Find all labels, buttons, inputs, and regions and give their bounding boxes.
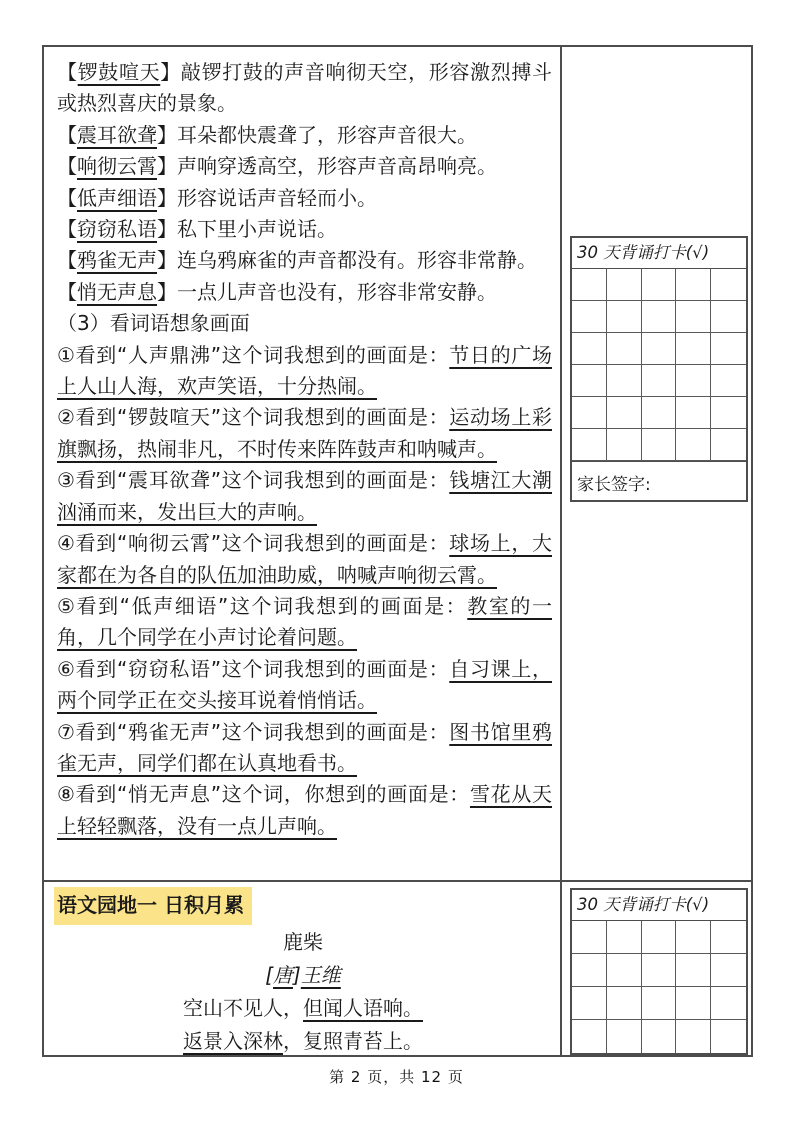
checkin-cell	[711, 269, 746, 301]
checkin-cell	[676, 333, 711, 365]
checkin-cell	[607, 921, 642, 954]
poem-line-2	[54, 1025, 552, 1055]
poem-section-cell	[44, 882, 562, 1055]
sidebar-bottom-cell	[562, 882, 751, 1055]
checkin-cell	[676, 954, 711, 987]
subsection-heading: （3）看词语想象画面	[57, 311, 250, 336]
idiom-definition: 耳朵都快震聋了，形容声音很大。	[177, 122, 477, 147]
imagination-item	[57, 591, 552, 654]
checkin-cell	[642, 921, 677, 954]
imagination-item	[57, 465, 552, 528]
checkin-cell	[711, 429, 746, 461]
checkin-cell	[642, 987, 677, 1020]
checkin-cell	[711, 397, 746, 429]
definition-entry	[57, 151, 552, 182]
poem-line1-underlined: 但闻人语响。	[303, 996, 423, 1020]
item-prompt: ②看到“锣鼓喧天”这个词我想到的画面是：	[57, 405, 450, 430]
checkin-cell	[572, 397, 607, 429]
checkin-cell	[676, 365, 711, 397]
item-answer: 运动场上彩旗飘扬，热闹非凡，不时传来阵阵鼓声和呐喊声。	[57, 405, 553, 461]
author-name: 王维	[300, 963, 341, 987]
checkin-cell	[711, 987, 746, 1020]
checkin-cell	[572, 301, 607, 333]
checkin-cell	[572, 429, 607, 461]
checkin-cell	[711, 301, 746, 333]
imagination-item	[57, 528, 552, 591]
item-answer: 钱塘江大潮汹涌而来，发出巨大的声响。	[57, 468, 553, 524]
checkin-cell	[676, 397, 711, 429]
checkin-cell	[607, 333, 642, 365]
sidebar-top-cell	[562, 47, 751, 882]
bracket-close: 】	[157, 279, 177, 304]
idiom-definition: 一点儿声音也没有，形容非常安静。	[177, 279, 497, 304]
checkin-grid	[572, 269, 746, 461]
checkin-cell	[642, 365, 677, 397]
checkin-cell	[572, 954, 607, 987]
bracket-close: 】	[157, 122, 177, 147]
author-bracket-open: [	[265, 963, 273, 987]
checkin-cell	[607, 429, 642, 461]
author-bracket-close: ]	[293, 963, 301, 987]
definition-entry	[57, 120, 552, 151]
item-answer: 图书馆里鸦雀无声，同学们都在认真地看书。	[57, 719, 553, 775]
item-answer: 节日的广场上人山人海，欢声笑语，十分热闹。	[57, 342, 553, 399]
author-dynasty: 唐	[273, 963, 293, 987]
idiom-definition: 声响穿透高空，形容声音高昂响亮。	[177, 154, 497, 179]
bracket-open: 【	[57, 60, 78, 84]
idiom-term: 鸦雀无声	[77, 248, 157, 273]
checkin-cell	[572, 921, 607, 954]
checkin-cell	[642, 429, 677, 461]
idiom-term: 锣鼓喧天	[77, 60, 161, 84]
imagination-item	[57, 654, 552, 717]
checkin-cell	[572, 987, 607, 1020]
item-prompt: ⑥看到“窃窃私语”这个词我想到的画面是：	[57, 656, 450, 681]
idiom-term: 响彻云霄	[77, 154, 157, 179]
definition-entry	[57, 183, 552, 214]
definition-entry	[57, 245, 552, 276]
bracket-open: 【	[57, 248, 77, 273]
item-prompt: ④看到“响彻云霄”这个词我想到的画面是：	[57, 531, 450, 556]
recitation-card-2	[570, 888, 748, 1055]
idiom-term: 窃窃私语	[77, 217, 157, 242]
idiom-definition: 形容说话声音轻而小。	[177, 185, 377, 210]
definition-entry	[57, 57, 552, 120]
checkin-cell	[572, 269, 607, 301]
bracket-open: 【	[57, 122, 77, 147]
checkin-cell	[676, 987, 711, 1020]
idiom-definition: 敲锣打鼓的声音响彻天空，形容激烈搏斗或热烈喜庆的景象。	[57, 60, 553, 116]
checkin-cell	[676, 1020, 711, 1053]
checkin-cell	[642, 1020, 677, 1053]
bracket-open: 【	[57, 154, 77, 179]
idiom-definition: 私下里小声说话。	[177, 217, 337, 242]
item-answer: 教室的一角，几个同学在小声讨论着问题。	[57, 593, 553, 650]
bracket-open: 【	[57, 217, 77, 242]
imagination-item	[57, 779, 552, 842]
bracket-open: 【	[57, 279, 77, 304]
item-prompt: ⑦看到“鸦雀无声”这个词我想到的画面是：	[57, 719, 450, 744]
item-answer: 自习课上，两个同学正在交头接耳说着悄悄话。	[57, 656, 553, 713]
item-prompt: ⑤看到“低声细语”这个词我想到的画面是：	[57, 593, 468, 618]
poem-line2-underlined: 返景入深林	[183, 1029, 283, 1053]
imagination-item	[57, 340, 552, 403]
item-prompt: ⑧看到“悄无声息”这个词，你想到的画面是：	[57, 782, 470, 807]
checkin-cell	[607, 987, 642, 1020]
section-title-row	[54, 887, 552, 925]
checkin-cell	[607, 301, 642, 333]
checkin-cell	[607, 1020, 642, 1053]
recitation-card-title: 30 天背诵打卡(√)	[572, 890, 746, 921]
idiom-definition: 连乌鸦麻雀的声音都没有。形容非常静。	[177, 248, 537, 273]
definition-entry	[57, 214, 552, 245]
page-number: 第 2 页，共 12 页	[329, 1068, 464, 1086]
worksheet-table	[42, 45, 753, 1057]
idiom-term: 低声细语	[77, 185, 157, 210]
checkin-cell	[642, 333, 677, 365]
checkin-cell	[676, 429, 711, 461]
bracket-close: 】	[157, 217, 177, 242]
checkin-cell	[711, 954, 746, 987]
definition-entry	[57, 277, 552, 308]
checkin-cell	[572, 333, 607, 365]
item-prompt: ①看到“人声鼎沸”这个词我想到的画面是：	[57, 342, 450, 367]
vocab-section-cell	[44, 47, 562, 882]
checkin-cell	[607, 397, 642, 429]
recitation-card-title: 30 天背诵打卡(√)	[572, 238, 746, 269]
checkin-cell	[642, 301, 677, 333]
imagination-item	[57, 402, 552, 465]
checkin-cell	[711, 1020, 746, 1053]
checkin-cell	[676, 301, 711, 333]
bracket-open: 【	[57, 185, 77, 210]
imagination-item	[57, 717, 552, 780]
checkin-cell	[676, 921, 711, 954]
checkin-cell	[572, 365, 607, 397]
poem-title: 鹿柴	[283, 930, 323, 954]
checkin-cell	[642, 397, 677, 429]
poem-line1-plain: 空山不见人，	[183, 996, 303, 1020]
checkin-cell	[676, 269, 711, 301]
idiom-term: 悄无声息	[77, 279, 157, 304]
idiom-term: 震耳欲聋	[77, 122, 157, 147]
checkin-cell	[607, 269, 642, 301]
checkin-cell	[711, 333, 746, 365]
bracket-close: 】	[157, 248, 177, 273]
item-answer: 球场上，大家都在为各自的队伍加油助威，呐喊声响彻云霄。	[57, 531, 553, 587]
poem-author	[54, 959, 552, 992]
checkin-cell	[607, 365, 642, 397]
item-prompt: ③看到“震耳欲聋”这个词我想到的画面是：	[57, 468, 450, 493]
checkin-cell	[572, 1020, 607, 1053]
checkin-cell	[607, 954, 642, 987]
checkin-cell	[642, 269, 677, 301]
bracket-close: 】	[157, 154, 177, 179]
poem-line2-plain: ，复照青苔上。	[283, 1029, 423, 1053]
checkin-cell	[642, 954, 677, 987]
checkin-cell	[711, 921, 746, 954]
section-title-highlight: 语文园地一 日积月累	[54, 887, 252, 925]
parent-signature-label: 家长签字:	[572, 461, 746, 500]
checkin-grid	[572, 921, 746, 1053]
bracket-close: 】	[160, 60, 181, 84]
item-answer: 雪花从天上轻轻飘落，没有一点儿声响。	[57, 782, 552, 838]
checkin-cell	[711, 365, 746, 397]
bracket-close: 】	[157, 185, 177, 210]
poem-line-1	[54, 992, 552, 1025]
recitation-card-1	[570, 236, 748, 502]
